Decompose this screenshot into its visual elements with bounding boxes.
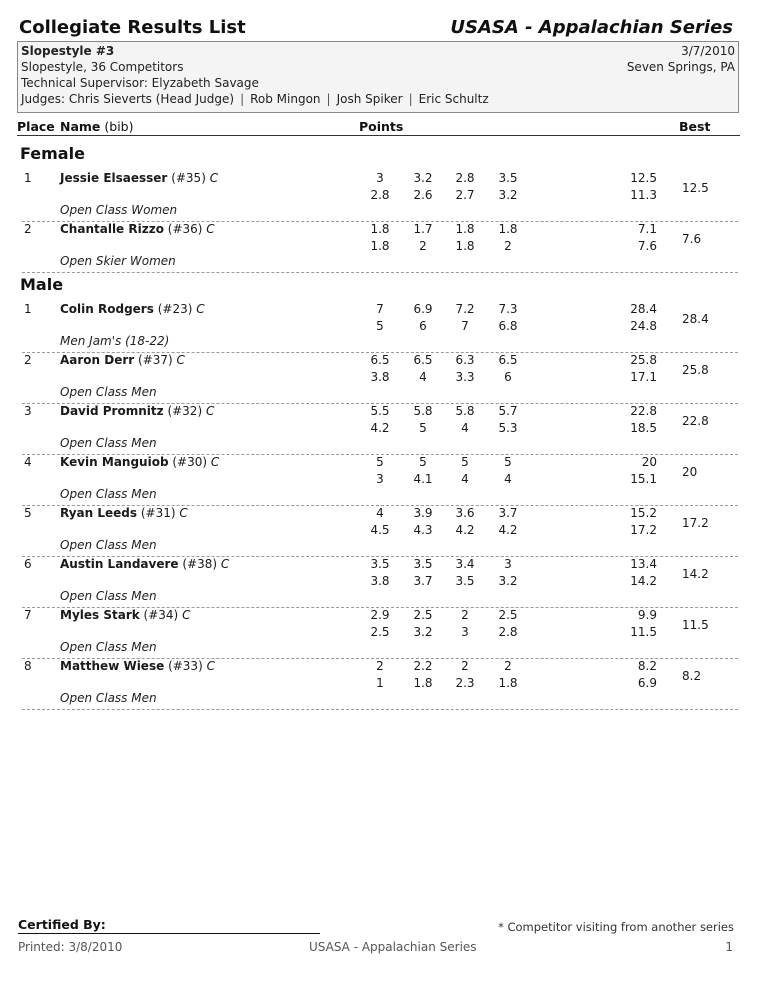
run-total: 13.4 [630,557,657,571]
best-score: 14.2 [682,567,709,581]
judge-score: 3 [504,557,512,571]
technical-supervisor: Technical Supervisor: Elyzabeth Savage [21,76,259,90]
judge-score: 6 [504,370,512,384]
division: Men Jam's (18-22) [60,334,170,348]
competitor [60,404,214,418]
place: 2 [24,222,32,236]
judge-score: 3.5 [370,557,390,571]
printed-date: Printed: 3/8/2010 [18,940,123,954]
competitor [60,171,218,185]
bib-number: (#33) [168,659,203,673]
judge-score: 2.5 [413,608,433,622]
run-total: 6.9 [637,676,657,690]
judge-score: 1.8 [370,239,390,253]
result-row [22,557,738,608]
judge-score: 2 [504,239,512,253]
judge-score: 4 [461,421,469,435]
class-code: C [209,171,219,185]
judge-score: 7.3 [498,302,518,316]
result-row [22,171,738,222]
judge-score: 3.7 [498,506,518,520]
judge-score: 5.5 [370,404,390,418]
competitor-name: Kevin Manguiob [60,455,169,469]
place: 2 [24,353,32,367]
judge-separator: | [240,92,245,106]
judge-score: 1 [376,676,384,690]
competitor-name: Matthew Wiese [60,659,165,673]
class-code: C [196,302,205,316]
judge-score: 7.2 [455,302,475,316]
run-total: 7.1 [637,222,657,236]
class-code: C [220,557,230,571]
judge-name: Rob Mingon [250,92,321,106]
judge-score: 3.8 [370,574,390,588]
place: 4 [24,455,32,469]
competitor [60,455,219,469]
judge-score: 4.3 [413,523,433,537]
bib-number: (#30) [172,455,208,469]
competitor [60,608,190,622]
judge-score: 2.6 [413,188,433,202]
judge-score: 1.8 [498,222,518,236]
division: Open Class Men [60,538,157,552]
run-total: 20 [641,455,657,469]
judge-score: 5 [376,319,384,333]
judge-score: 3.2 [498,574,518,588]
judge-score: 4.2 [455,523,475,537]
place: 5 [24,506,32,520]
judge-score: 3.5 [455,574,475,588]
competitor [60,659,215,673]
judge-score: 6.5 [413,353,433,367]
judges-label: Judges: [21,92,66,106]
run-total: 11.3 [630,188,657,202]
competitor-name: Myles Stark [60,608,140,622]
competitor-name: Austin Landavere [60,557,179,571]
place: 1 [24,302,32,316]
judge-score: 3.9 [413,506,433,520]
judge-score: 5.3 [498,421,518,435]
judge-score: 3.2 [413,171,433,185]
page-title: Collegiate Results List [19,17,246,38]
judge-score: 4 [376,506,384,520]
division: Open Class Men [60,436,157,450]
result-row [22,404,738,455]
run-total: 15.2 [630,506,657,520]
judge-score: 2.9 [370,608,390,622]
judge-score: 3.2 [498,188,518,202]
best-score: 8.2 [682,669,702,683]
judge-score: 5 [504,455,512,469]
judge-score: 2.5 [498,608,518,622]
judge-score: 2 [419,239,427,253]
judge-score: 6 [419,319,427,333]
page-number: 1 [725,940,733,954]
run-total: 12.5 [630,171,657,185]
judge-score: 1.8 [413,676,433,690]
column-header-points: Points [359,119,404,134]
run-total: 28.4 [630,302,657,316]
judge-name: Eric Schultz [418,92,489,106]
run-total: 17.2 [630,523,657,537]
bib-number: (#38) [182,557,218,571]
best-score: 11.5 [682,618,709,632]
place: 7 [24,608,32,622]
judge-score: 7 [461,319,469,333]
header-divider [17,135,740,136]
judge-score: 4.5 [370,523,390,537]
class-code: C [206,222,215,236]
best-score: 12.5 [682,181,709,195]
competitor [60,302,205,316]
event-info-box [17,41,739,113]
column-header-place: Place [17,119,55,134]
bib-number: (#35) [171,171,206,185]
judge-score: 5.8 [413,404,433,418]
best-score: 17.2 [682,516,709,530]
judge-score: 1.8 [370,222,390,236]
run-total: 22.8 [630,404,657,418]
run-total: 14.2 [630,574,657,588]
run-total: 25.8 [630,353,657,367]
class-code: C [179,506,188,520]
judge-score: 4 [419,370,427,384]
judge-score: 5 [376,455,384,469]
judge-score: 4 [504,472,512,486]
event-discipline: Slopestyle, 36 Competitors [21,60,184,74]
judge-score: 1.8 [455,239,475,253]
judge-score: 2.7 [455,188,475,202]
competitor-name: Colin Rodgers [60,302,154,316]
judge-score: 6.5 [370,353,390,367]
division: Open Class Women [60,203,178,217]
judge-score: 1.8 [455,222,475,236]
run-total: 18.5 [630,421,657,435]
place: 3 [24,404,32,418]
judge-score: 5.8 [455,404,475,418]
class-code: C [206,659,215,673]
event-name: Slopestyle #3 [21,44,115,58]
event-date: 3/7/2010 [681,44,735,58]
class-code: C [176,353,185,367]
run-total: 8.2 [637,659,657,673]
result-row [22,506,738,557]
run-total: 24.8 [630,319,657,333]
judge-score: 5 [419,421,427,435]
run-total: 17.1 [630,370,657,384]
bib-number: (#32) [167,404,203,418]
class-code: C [182,608,191,622]
result-row [22,222,738,273]
best-score: 20 [682,465,698,479]
competitor-name: David Promnitz [60,404,164,418]
section-title: Female [20,144,85,163]
judge-score: 5.7 [498,404,518,418]
place: 1 [24,171,32,185]
class-code: C [205,404,215,418]
footer-series: USASA - Appalachian Series [309,940,477,954]
bib-number: (#23) [157,302,193,316]
competitor [60,557,229,571]
result-row [22,455,738,506]
judge-score: 3.7 [413,574,433,588]
bib-number: (#31) [140,506,176,520]
judge-score: 2.8 [370,188,390,202]
judge-score: 3 [376,472,384,486]
certified-by-label: Certified By: [18,917,106,932]
best-score: 28.4 [682,312,709,326]
judge-score: 3.6 [455,506,475,520]
judge-score: 2 [376,659,384,673]
run-total: 7.6 [637,239,657,253]
judge-score: 2 [461,608,469,622]
judge-score: 2 [461,659,469,673]
division: Open Class Men [60,640,157,654]
bib-number: (#36) [167,222,203,236]
run-total: 11.5 [630,625,657,639]
judge-separator: | [326,92,331,106]
judge-score: 3 [376,171,384,185]
class-code: C [210,455,220,469]
competitor-name: Ryan Leeds [60,506,137,520]
judge-score: 3.5 [498,171,518,185]
judge-score: 4.2 [498,523,518,537]
best-score: 22.8 [682,414,709,428]
judge-score: 4.2 [370,421,390,435]
competitor-name: Aaron Derr [60,353,135,367]
section-title: Male [20,275,64,294]
result-row [22,608,738,659]
competitor-name: Chantalle Rizzo [60,222,164,236]
judge-score: 4.1 [413,472,433,486]
visiting-competitor-note: * Competitor visiting from another series [498,920,734,934]
judge-score: 6.9 [413,302,433,316]
judges-line [21,91,735,107]
judge-score: 2.2 [413,659,433,673]
judge-score: 6.8 [498,319,518,333]
judge-score: 6.3 [455,353,475,367]
bib-number: (#34) [143,608,179,622]
judge-score: 2 [504,659,512,673]
judge-name: Chris Sieverts (Head Judge) [68,92,235,106]
division: Open Class Men [60,487,157,501]
judge-score: 3.3 [455,370,475,384]
signature-line [18,933,320,934]
competitor [60,222,215,236]
division: Open Skier Women [60,254,176,268]
division: Open Class Men [60,691,157,705]
judge-score: 4 [461,472,469,486]
competitor [60,353,185,367]
judge-score: 2.8 [498,625,518,639]
judge-score: 3.8 [370,370,390,384]
competitor-name: Jessie Elsaesser [60,171,168,185]
judge-score: 3.5 [413,557,433,571]
judge-score: 3 [461,625,469,639]
judge-score: 5 [461,455,469,469]
judge-score: 2.3 [455,676,475,690]
result-row [22,353,738,404]
judge-score: 3.4 [455,557,475,571]
event-location: Seven Springs, PA [626,60,735,74]
column-header-name: Name (bib) [60,119,134,134]
judge-score: 2.5 [370,625,390,639]
place: 8 [24,659,32,673]
judge-name: Josh Spiker [336,92,403,106]
best-score: 7.6 [682,232,702,246]
division: Open Class Men [60,589,157,603]
series-title: USASA - Appalachian Series [450,17,733,38]
judge-score: 2.8 [455,171,475,185]
run-total: 15.1 [630,472,657,486]
result-row [22,302,738,353]
run-total: 9.9 [637,608,657,622]
judge-score: 1.8 [498,676,518,690]
result-row [22,659,738,710]
best-score: 25.8 [682,363,709,377]
place: 6 [24,557,32,571]
judge-score: 3.2 [413,625,433,639]
judge-score: 1.7 [413,222,433,236]
judge-score: 5 [419,455,427,469]
judge-score: 7 [376,302,384,316]
judge-separator: | [408,92,413,106]
column-header-best: Best [679,119,711,134]
bib-number: (#37) [138,353,173,367]
division: Open Class Men [60,385,157,399]
judge-score: 6.5 [498,353,518,367]
competitor [60,506,188,520]
